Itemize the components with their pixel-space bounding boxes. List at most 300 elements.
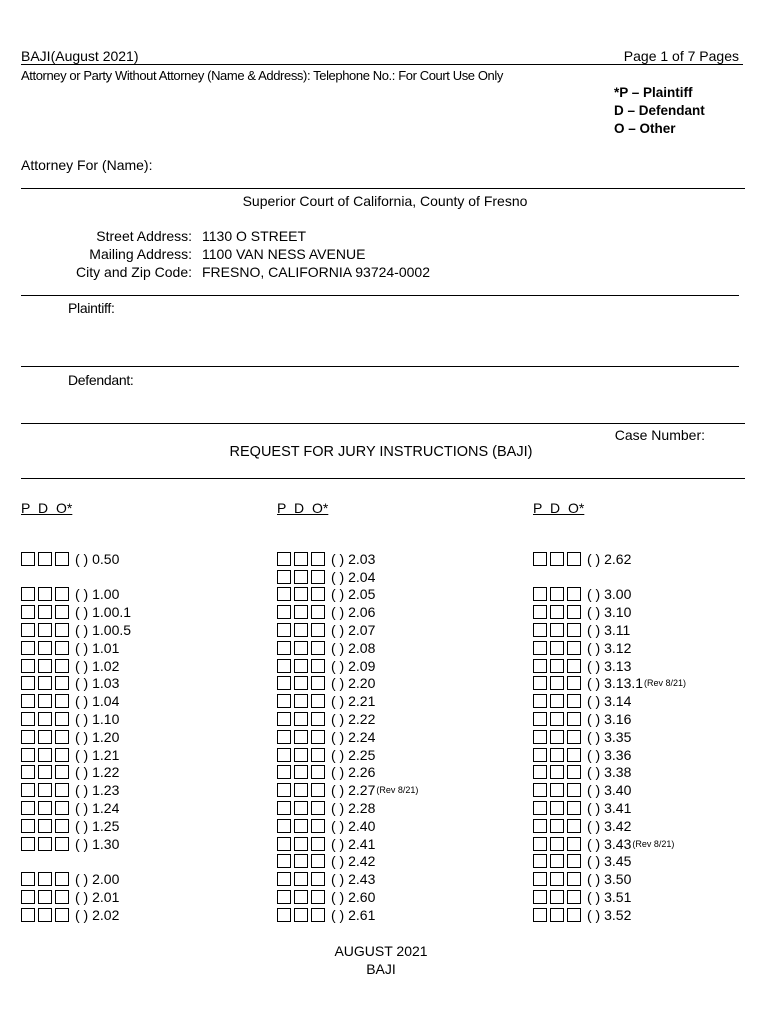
checkbox-other[interactable]: [55, 605, 69, 619]
checkbox-defendant[interactable]: [38, 837, 52, 851]
checkbox-other[interactable]: [311, 783, 325, 797]
city-zip-label: City and Zip Code:: [76, 264, 192, 280]
instruction-row: [21, 906, 131, 924]
checkbox-defendant[interactable]: [550, 676, 564, 690]
instruction-row: [277, 692, 418, 710]
checkbox-plaintiff[interactable]: [277, 854, 291, 868]
divider: [21, 295, 739, 296]
instruction-row: [533, 781, 686, 799]
checkbox-plaintiff[interactable]: [277, 587, 291, 601]
instruction-code: ( ) 3.51: [587, 889, 632, 906]
instruction-row: [21, 817, 131, 835]
checkbox-other[interactable]: [567, 854, 581, 868]
checkbox-plaintiff[interactable]: [277, 694, 291, 708]
instruction-row: [277, 657, 418, 675]
instruction-code: ( ) 1.23: [75, 782, 120, 799]
checkbox-defendant[interactable]: [550, 694, 564, 708]
instruction-code: ( ) 3.52: [587, 906, 632, 923]
checkbox-defendant[interactable]: [550, 837, 564, 851]
checkbox-plaintiff[interactable]: [21, 765, 35, 779]
checkbox-plaintiff[interactable]: [21, 712, 35, 726]
checkbox-other[interactable]: [311, 623, 325, 637]
instruction-code: ( ) 1.21: [75, 746, 120, 763]
checkbox-other[interactable]: [311, 587, 325, 601]
checkbox-defendant[interactable]: [38, 890, 52, 904]
checkbox-plaintiff[interactable]: [277, 676, 291, 690]
instruction-code: ( ) 3.36: [587, 746, 632, 763]
checkbox-other[interactable]: [311, 908, 325, 922]
checkbox-other[interactable]: [311, 837, 325, 851]
checkbox-defendant[interactable]: [550, 890, 564, 904]
instruction-code: ( ) 1.02: [75, 657, 120, 674]
checkbox-defendant[interactable]: [38, 783, 52, 797]
instruction-code: ( ) 2.06: [331, 604, 376, 621]
instruction-code: ( ) 1.30: [75, 835, 120, 852]
checkbox-other[interactable]: [567, 623, 581, 637]
checkbox-plaintiff[interactable]: [533, 908, 547, 922]
checkbox-other[interactable]: [311, 712, 325, 726]
instruction-row: [277, 853, 418, 871]
instruction-code: ( ) 3.45: [587, 853, 632, 870]
checkbox-plaintiff[interactable]: [21, 872, 35, 886]
checkbox-defendant[interactable]: [294, 765, 308, 779]
instruction-column-1: [21, 550, 131, 924]
checkbox-plaintiff[interactable]: [21, 659, 35, 673]
checkbox-defendant[interactable]: [294, 605, 308, 619]
checkbox-plaintiff[interactable]: [21, 801, 35, 815]
instruction-code: ( ) 3.10: [587, 604, 632, 621]
checkbox-plaintiff[interactable]: [277, 801, 291, 815]
divider: [21, 478, 745, 479]
instruction-row: [533, 657, 686, 675]
instruction-row: [277, 746, 418, 764]
checkbox-defendant[interactable]: [550, 748, 564, 762]
checkbox-other[interactable]: [311, 570, 325, 584]
checkbox-plaintiff[interactable]: [277, 552, 291, 566]
checkbox-defendant[interactable]: [550, 641, 564, 655]
divider: [21, 423, 745, 424]
instruction-row: [277, 781, 418, 799]
case-number-label: Case Number:: [614, 427, 705, 443]
checkbox-defendant[interactable]: [294, 694, 308, 708]
party-codes-legend: [614, 84, 705, 138]
checkbox-defendant[interactable]: [38, 765, 52, 779]
checkbox-other[interactable]: [311, 819, 325, 833]
checkbox-plaintiff[interactable]: [277, 730, 291, 744]
checkbox-defendant[interactable]: [550, 872, 564, 886]
checkbox-defendant[interactable]: [294, 676, 308, 690]
instruction-column-3: [533, 550, 686, 924]
court-address-labels: [60, 227, 192, 281]
code-other: O – Other: [614, 121, 676, 136]
checkbox-plaintiff[interactable]: [533, 694, 547, 708]
instruction-code: ( ) 1.25: [75, 817, 120, 834]
instruction-code: ( ) 2.42: [331, 853, 376, 870]
checkbox-plaintiff[interactable]: [21, 676, 35, 690]
instruction-code: ( ) 2.01: [75, 889, 120, 906]
checkbox-plaintiff[interactable]: [533, 641, 547, 655]
form-code: BAJI(August 2021): [21, 48, 139, 64]
instruction-row: [21, 657, 131, 675]
checkbox-other[interactable]: [311, 730, 325, 744]
instruction-row: [533, 603, 686, 621]
instruction-code: ( ) 2.26: [331, 764, 376, 781]
checkbox-defendant[interactable]: [38, 676, 52, 690]
checkbox-other[interactable]: [567, 801, 581, 815]
instruction-code: ( ) 3.42: [587, 817, 632, 834]
checkbox-defendant[interactable]: [294, 819, 308, 833]
instruction-row: [533, 710, 686, 728]
instruction-code: ( ) 2.09: [331, 657, 376, 674]
checkbox-plaintiff[interactable]: [277, 890, 291, 904]
column-header: P D O*: [533, 500, 585, 516]
checkbox-other[interactable]: [311, 552, 325, 566]
attorney-field-label: Attorney or Party Without Attorney (Name & Address): Telephone No.: For Court Use Only: [21, 68, 503, 83]
instruction-code: ( ) 2.08: [331, 639, 376, 656]
checkbox-plaintiff[interactable]: [533, 552, 547, 566]
checkbox-defendant[interactable]: [294, 552, 308, 566]
checkbox-other[interactable]: [55, 552, 69, 566]
checkbox-defendant[interactable]: [550, 623, 564, 637]
checkbox-plaintiff[interactable]: [277, 819, 291, 833]
instruction-row: [277, 568, 418, 586]
checkbox-other[interactable]: [55, 837, 69, 851]
checkbox-other[interactable]: [567, 908, 581, 922]
checkbox-other[interactable]: [55, 712, 69, 726]
checkbox-plaintiff[interactable]: [277, 908, 291, 922]
checkbox-plaintiff[interactable]: [21, 908, 35, 922]
instruction-code: ( ) 2.28: [331, 800, 376, 817]
city-zip: FRESNO, CALIFORNIA 93724-0002: [202, 264, 430, 280]
checkbox-defendant[interactable]: [294, 570, 308, 584]
instruction-row: [533, 728, 686, 746]
divider: [21, 366, 739, 367]
checkbox-defendant[interactable]: [38, 730, 52, 744]
instruction-row: [21, 675, 131, 693]
mailing-address-label: Mailing Address:: [89, 246, 192, 262]
checkbox-defendant[interactable]: [38, 623, 52, 637]
checkbox-defendant[interactable]: [550, 819, 564, 833]
instruction-row: [21, 621, 131, 639]
checkbox-other[interactable]: [567, 730, 581, 744]
checkbox-other[interactable]: [567, 837, 581, 851]
checkbox-other[interactable]: [55, 801, 69, 815]
checkbox-plaintiff[interactable]: [277, 837, 291, 851]
checkbox-defendant[interactable]: [550, 801, 564, 815]
checkbox-plaintiff[interactable]: [533, 765, 547, 779]
instruction-row: [533, 853, 686, 871]
checkbox-plaintiff[interactable]: [21, 730, 35, 744]
checkbox-other[interactable]: [55, 694, 69, 708]
instruction-code: ( ) 3.50: [587, 871, 632, 888]
checkbox-defendant[interactable]: [38, 801, 52, 815]
checkbox-other[interactable]: [55, 587, 69, 601]
instruction-code: ( ) 3.43: [587, 835, 632, 852]
checkbox-defendant[interactable]: [294, 837, 308, 851]
form-title: REQUEST FOR JURY INSTRUCTIONS (BAJI): [229, 444, 533, 460]
instruction-row: [277, 621, 418, 639]
instruction-row: [21, 781, 131, 799]
instruction-code: ( ) 2.25: [331, 746, 376, 763]
checkbox-other[interactable]: [311, 748, 325, 762]
checkbox-other[interactable]: [567, 872, 581, 886]
code-plaintiff: *P – Plaintiff: [614, 85, 693, 100]
revision-note: (Rev 8/21): [632, 838, 675, 849]
checkbox-defendant[interactable]: [550, 605, 564, 619]
checkbox-plaintiff[interactable]: [21, 605, 35, 619]
instruction-row: [21, 550, 131, 568]
instruction-row: [21, 692, 131, 710]
checkbox-plaintiff[interactable]: [21, 587, 35, 601]
checkbox-plaintiff[interactable]: [533, 801, 547, 815]
instruction-code: ( ) 1.10: [75, 711, 120, 728]
checkbox-plaintiff[interactable]: [277, 783, 291, 797]
instruction-code: ( ) 0.50: [75, 550, 120, 567]
checkbox-defendant[interactable]: [38, 872, 52, 886]
defendant-label: Defendant:: [68, 372, 134, 388]
checkbox-other[interactable]: [567, 748, 581, 762]
checkbox-plaintiff[interactable]: [533, 712, 547, 726]
checkbox-plaintiff[interactable]: [533, 872, 547, 886]
checkbox-defendant[interactable]: [294, 801, 308, 815]
checkbox-other[interactable]: [567, 676, 581, 690]
instruction-row: [21, 870, 131, 888]
checkbox-other[interactable]: [567, 641, 581, 655]
instruction-row: [21, 639, 131, 657]
checkbox-defendant[interactable]: [550, 712, 564, 726]
checkbox-other[interactable]: [55, 730, 69, 744]
checkbox-defendant[interactable]: [38, 819, 52, 833]
checkbox-plaintiff[interactable]: [533, 659, 547, 673]
instruction-code: ( ) 1.01: [75, 639, 120, 656]
instruction-row: [533, 906, 686, 924]
checkbox-plaintiff[interactable]: [21, 641, 35, 655]
spacer: [21, 853, 131, 871]
checkbox-defendant[interactable]: [294, 872, 308, 886]
checkbox-other[interactable]: [567, 552, 581, 566]
instruction-row: [533, 639, 686, 657]
checkbox-other[interactable]: [311, 801, 325, 815]
checkbox-other[interactable]: [311, 676, 325, 690]
checkbox-plaintiff[interactable]: [277, 641, 291, 655]
checkbox-plaintiff[interactable]: [533, 748, 547, 762]
checkbox-other[interactable]: [567, 605, 581, 619]
checkbox-plaintiff[interactable]: [21, 623, 35, 637]
instruction-row: [277, 764, 418, 782]
instruction-code: ( ) 3.00: [587, 586, 632, 603]
checkbox-plaintiff[interactable]: [277, 712, 291, 726]
checkbox-other[interactable]: [55, 908, 69, 922]
checkbox-plaintiff[interactable]: [533, 837, 547, 851]
checkbox-other[interactable]: [55, 641, 69, 655]
checkbox-defendant[interactable]: [550, 908, 564, 922]
page-count: Page 1 of 7 Pages: [623, 48, 739, 64]
checkbox-defendant[interactable]: [550, 730, 564, 744]
checkbox-defendant[interactable]: [38, 587, 52, 601]
checkbox-other[interactable]: [567, 765, 581, 779]
checkbox-plaintiff[interactable]: [533, 783, 547, 797]
instruction-code: ( ) 2.41: [331, 835, 376, 852]
checkbox-other[interactable]: [567, 694, 581, 708]
checkbox-other[interactable]: [567, 819, 581, 833]
checkbox-plaintiff[interactable]: [277, 605, 291, 619]
checkbox-plaintiff[interactable]: [21, 819, 35, 833]
checkbox-plaintiff[interactable]: [21, 890, 35, 904]
checkbox-plaintiff[interactable]: [277, 872, 291, 886]
checkbox-defendant[interactable]: [294, 783, 308, 797]
checkbox-plaintiff[interactable]: [533, 676, 547, 690]
instruction-code: ( ) 2.05: [331, 586, 376, 603]
instruction-code: ( ) 1.24: [75, 800, 120, 817]
checkbox-other[interactable]: [311, 605, 325, 619]
instruction-row: [533, 675, 686, 693]
checkbox-defendant[interactable]: [550, 765, 564, 779]
instruction-code: ( ) 3.14: [587, 693, 632, 710]
checkbox-other[interactable]: [55, 659, 69, 673]
checkbox-plaintiff[interactable]: [277, 570, 291, 584]
checkbox-other[interactable]: [55, 890, 69, 904]
instruction-code: ( ) 1.00.1: [75, 604, 132, 621]
checkbox-plaintiff[interactable]: [533, 587, 547, 601]
instruction-column-2: [277, 550, 418, 924]
checkbox-plaintiff[interactable]: [533, 854, 547, 868]
instruction-code: ( ) 2.20: [331, 675, 376, 692]
instruction-row: [533, 835, 686, 853]
instruction-row: [533, 799, 686, 817]
checkbox-other[interactable]: [567, 783, 581, 797]
column-header: P D O*: [277, 500, 329, 516]
instruction-row: [533, 692, 686, 710]
checkbox-defendant[interactable]: [294, 908, 308, 922]
checkbox-other[interactable]: [567, 712, 581, 726]
checkbox-other[interactable]: [55, 676, 69, 690]
checkbox-other[interactable]: [55, 748, 69, 762]
instruction-row: [277, 728, 418, 746]
court-address-values: [202, 227, 430, 281]
checkbox-defendant[interactable]: [294, 890, 308, 904]
checkbox-plaintiff[interactable]: [277, 765, 291, 779]
checkbox-other[interactable]: [55, 765, 69, 779]
checkbox-plaintiff[interactable]: [533, 819, 547, 833]
checkbox-defendant[interactable]: [550, 552, 564, 566]
checkbox-plaintiff[interactable]: [277, 623, 291, 637]
checkbox-other[interactable]: [55, 783, 69, 797]
checkbox-other[interactable]: [311, 641, 325, 655]
checkbox-plaintiff[interactable]: [21, 694, 35, 708]
checkbox-defendant[interactable]: [294, 854, 308, 868]
checkbox-defendant[interactable]: [294, 748, 308, 762]
instruction-row: [277, 639, 418, 657]
checkbox-defendant[interactable]: [294, 712, 308, 726]
spacer: [21, 568, 131, 586]
checkbox-other[interactable]: [567, 587, 581, 601]
instruction-code: ( ) 2.62: [587, 550, 632, 567]
instruction-code: ( ) 3.12: [587, 639, 632, 656]
court-name: Superior Court of California, County of Fresno: [242, 193, 528, 209]
instruction-code: ( ) 1.04: [75, 693, 120, 710]
checkbox-defendant[interactable]: [550, 783, 564, 797]
instruction-row: [277, 586, 418, 604]
checkbox-defendant[interactable]: [294, 641, 308, 655]
instruction-code: ( ) 2.02: [75, 906, 120, 923]
footer-date: AUGUST 2021: [334, 943, 428, 959]
checkbox-defendant[interactable]: [294, 730, 308, 744]
checkbox-defendant[interactable]: [38, 641, 52, 655]
instruction-row: [277, 603, 418, 621]
instruction-row: [533, 586, 686, 604]
checkbox-other[interactable]: [567, 659, 581, 673]
checkbox-defendant[interactable]: [38, 908, 52, 922]
checkbox-plaintiff[interactable]: [21, 837, 35, 851]
checkbox-defendant[interactable]: [38, 748, 52, 762]
checkbox-plaintiff[interactable]: [21, 552, 35, 566]
checkbox-defendant[interactable]: [550, 854, 564, 868]
checkbox-plaintiff[interactable]: [277, 748, 291, 762]
checkbox-defendant[interactable]: [294, 623, 308, 637]
checkbox-plaintiff[interactable]: [21, 748, 35, 762]
code-defendant: D – Defendant: [614, 103, 705, 118]
checkbox-other[interactable]: [311, 854, 325, 868]
checkbox-other[interactable]: [311, 890, 325, 904]
checkbox-defendant[interactable]: [294, 659, 308, 673]
instruction-row: [21, 603, 131, 621]
checkbox-plaintiff[interactable]: [533, 605, 547, 619]
checkbox-other[interactable]: [311, 765, 325, 779]
instruction-code: ( ) 1.03: [75, 675, 120, 692]
column-header: P D O*: [21, 500, 73, 516]
checkbox-defendant[interactable]: [38, 659, 52, 673]
instruction-row: [533, 746, 686, 764]
checkbox-other[interactable]: [311, 872, 325, 886]
checkbox-plaintiff[interactable]: [533, 730, 547, 744]
checkbox-plaintiff[interactable]: [21, 783, 35, 797]
checkbox-other[interactable]: [55, 819, 69, 833]
checkbox-other[interactable]: [55, 872, 69, 886]
checkbox-defendant[interactable]: [38, 712, 52, 726]
instruction-row: [21, 586, 131, 604]
checkbox-plaintiff[interactable]: [277, 659, 291, 673]
instruction-code: ( ) 2.04: [331, 568, 376, 585]
checkbox-plaintiff[interactable]: [533, 890, 547, 904]
checkbox-defendant[interactable]: [38, 552, 52, 566]
checkbox-other[interactable]: [55, 623, 69, 637]
instruction-row: [21, 746, 131, 764]
checkbox-other[interactable]: [567, 890, 581, 904]
checkbox-defendant[interactable]: [550, 587, 564, 601]
instruction-code: ( ) 2.43: [331, 871, 376, 888]
checkbox-defendant[interactable]: [294, 587, 308, 601]
instruction-code: ( ) 2.60: [331, 889, 376, 906]
instruction-code: ( ) 3.13: [587, 657, 632, 674]
instruction-code: ( ) 2.22: [331, 711, 376, 728]
checkbox-other[interactable]: [311, 694, 325, 708]
instruction-code: ( ) 2.40: [331, 817, 376, 834]
mailing-address: 1100 VAN NESS AVENUE: [202, 246, 366, 262]
spacer: [533, 568, 686, 586]
instruction-row: [277, 870, 418, 888]
checkbox-plaintiff[interactable]: [533, 623, 547, 637]
checkbox-defendant[interactable]: [38, 694, 52, 708]
revision-note: (Rev 8/21): [644, 678, 687, 689]
instruction-row: [21, 728, 131, 746]
checkbox-other[interactable]: [311, 659, 325, 673]
checkbox-defendant[interactable]: [550, 659, 564, 673]
instruction-row: [21, 835, 131, 853]
checkbox-defendant[interactable]: [38, 605, 52, 619]
instruction-code: ( ) 2.61: [331, 906, 376, 923]
instruction-row: [277, 675, 418, 693]
attorney-for-label: Attorney For (Name):: [21, 157, 153, 173]
